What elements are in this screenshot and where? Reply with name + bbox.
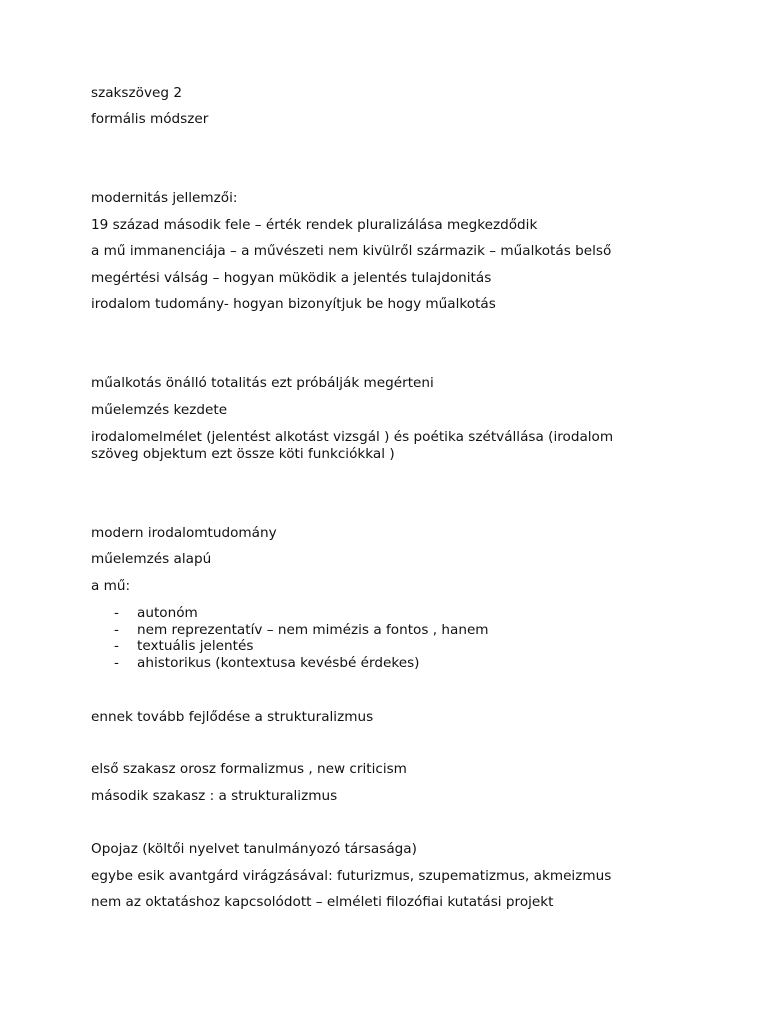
modernity-line: irodalom tudomány- hogyan bizonyítjuk be hogy műalkotás (91, 296, 496, 312)
document-title: szakszöveg 2 (91, 85, 182, 101)
modern-lit-line: műelemzés alapú (91, 551, 212, 567)
bullet-text: nem reprezentatív – nem mimézis a fontos , hanem (137, 622, 489, 638)
stages-line: első szakasz orosz formalizmus , new criticism (91, 761, 407, 777)
bullet-item (114, 638, 253, 654)
bullet-marker: - (114, 638, 119, 654)
bullet-text: textuális jelentés (137, 638, 254, 654)
modernity-line: 19 század második fele – érték rendek pluralizálása megkezdődik (91, 217, 538, 233)
bullet-item (114, 655, 420, 671)
opojaz-line: Opojaz (költői nyelvet tanulmányozó társasága) (91, 841, 417, 857)
artwork-line: műalkotás önálló totalitás ezt próbálják megérteni (91, 375, 434, 391)
opojaz-line: egybe esik avantgárd virágzásával: futurizmus, szupematizmus, akmeizmus (91, 868, 612, 884)
opojaz-line: nem az oktatáshoz kapcsolódott – elméleti filozófiai kutatási projekt (91, 894, 554, 910)
bullet-marker: - (114, 605, 119, 621)
modernity-heading: modernitás jellemzői: (91, 190, 238, 206)
bullet-text: ahistorikus (kontextusa kevésbé érdekes) (137, 655, 420, 671)
bullet-marker: - (114, 622, 119, 638)
bullet-marker: - (114, 655, 119, 671)
bullet-text: autonóm (137, 605, 198, 621)
bullet-item (114, 622, 489, 638)
modern-lit-heading: modern irodalomtudomány (91, 525, 277, 541)
modernity-line: a mű immanenciája – a művészeti nem kivülről származik – műalkotás belső (91, 243, 612, 259)
modern-lit-line: a mű: (91, 578, 131, 594)
bullet-item (114, 605, 198, 621)
structuralism-line: ennek tovább fejlődése a strukturalizmus (91, 709, 374, 725)
modernity-line: megértési válság – hogyan müködik a jelentés tulajdonitás (91, 270, 492, 286)
artwork-line: műelemzés kezdete (91, 402, 228, 418)
stages-line: második szakasz : a strukturalizmus (91, 788, 338, 804)
document-subtitle: formális módszer (91, 111, 209, 127)
artwork-paragraph: irodalomelmélet (jelentést alkotást vizsgál ) és poétika szétvállása (irodalom szöveg objektum ezt össze köti funkciókkal ) (91, 429, 614, 462)
